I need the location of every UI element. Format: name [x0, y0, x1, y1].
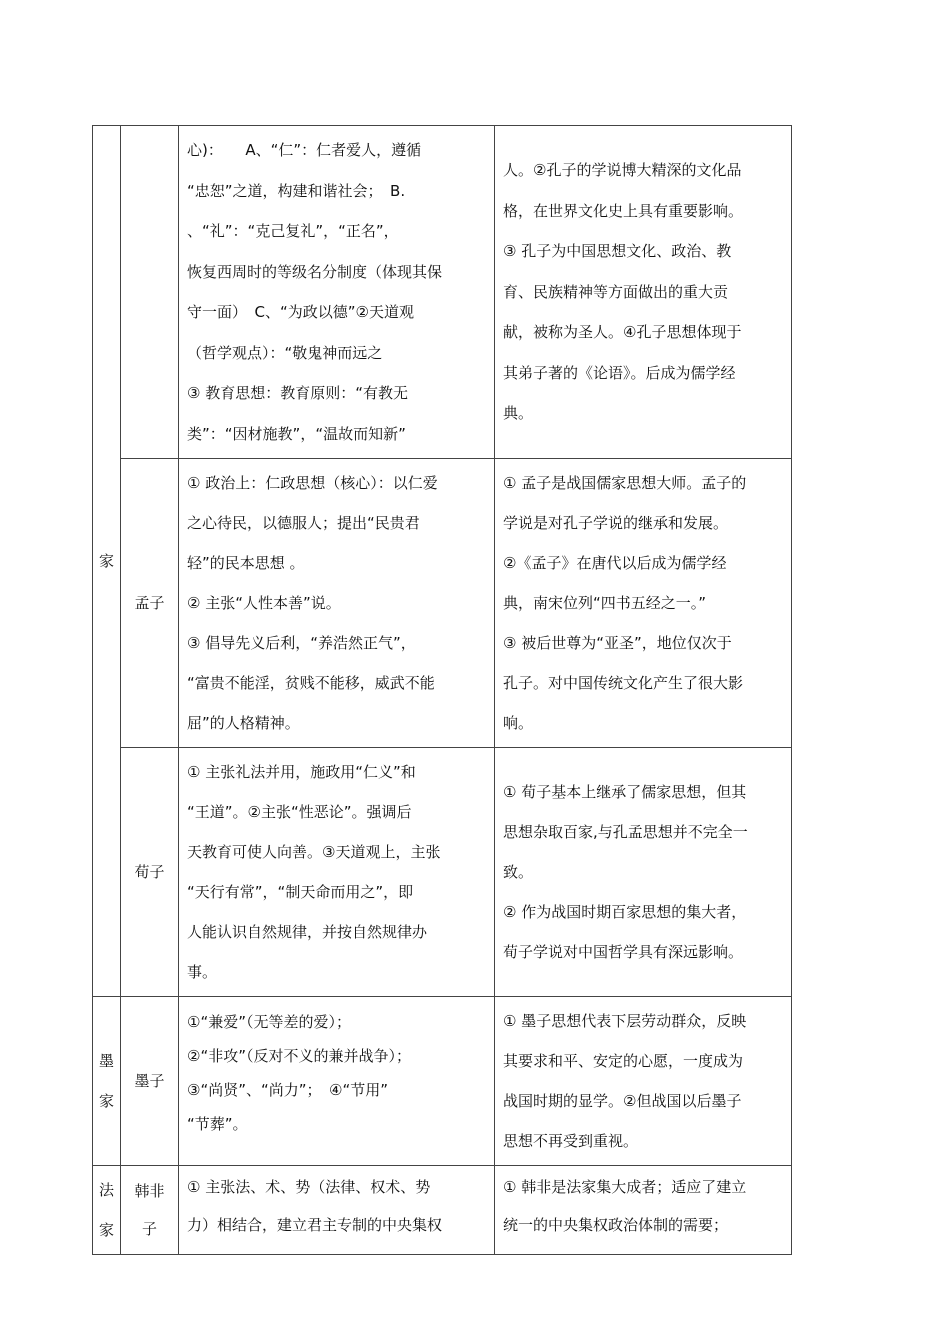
table-row-xunzi — [93, 748, 792, 997]
text-line: ② 作为战国时期百家思想的集大者， — [503, 903, 747, 921]
school-label-char: 家 — [98, 1221, 114, 1239]
text-line: ③ 孔子为中国思想文化、政治、教 — [503, 242, 732, 261]
text-line: 人。②孔子的学说博大精深的文化品 — [503, 161, 742, 180]
impact-cell-xunzi — [495, 748, 792, 997]
text-line: ② 主张“人性本善”说。 — [187, 594, 341, 612]
table-row-confucius — [93, 126, 792, 459]
school-label-confucian: 家 — [98, 552, 114, 570]
school-cell-mohist — [93, 997, 121, 1166]
thought-cell-mencius — [179, 459, 495, 748]
text-line: “富贵不能淫，贫贱不能移，威武不能 — [187, 674, 435, 692]
school-cell-legalist — [93, 1166, 121, 1255]
text-line: ① 主张礼法并用，施政用“仁义”和 — [187, 763, 416, 781]
person-name-line: 韩非 — [134, 1182, 165, 1200]
text-line: 孔子。对中国传统文化产生了很大影 — [503, 674, 744, 692]
text-line: 战国时期的显学。②但战国以后墨子 — [503, 1092, 742, 1110]
thought-cell-hanfeizi — [179, 1166, 495, 1255]
text-line: “王道”。②主张“性恶论”。强调后 — [187, 803, 412, 821]
table-row-mencius — [93, 459, 792, 748]
text-line: 类”：“因材施教”，“温故而知新” — [187, 424, 406, 443]
text-line: ① 荀子基本上继承了儒家思想，但其 — [503, 783, 747, 801]
text-line: 响。 — [503, 714, 534, 732]
school-label-char: 家 — [98, 1092, 114, 1110]
school-label-char: 墨 — [98, 1052, 114, 1070]
text-line: 、“礼”：“克己复礼”，“正名”， — [187, 222, 399, 240]
person-cell-mencius — [121, 459, 179, 748]
text-line: 天教育可使人向善。③天道观上，主张 — [187, 843, 441, 861]
school-cell-confucian — [93, 126, 121, 997]
text-line: ②“非攻”（反对不义的兼并战争）； — [187, 1047, 411, 1065]
text-line: ③ 教育思想：教育原则：“有教无 — [187, 384, 408, 402]
text-line: 事。 — [187, 963, 218, 981]
text-line: 其要求和平、安定的心愿，一度成为 — [503, 1052, 744, 1070]
text-line: 其弟子著的《论语》。后成为儒学经 — [503, 363, 736, 382]
person-name-line: 子 — [141, 1220, 157, 1238]
person-name: 孟子 — [134, 594, 165, 612]
text-line: （哲学观点）：“敬鬼神而远之 — [187, 343, 383, 362]
school-label-char: 法 — [98, 1181, 114, 1199]
text-line: 格，在世界文化史上具有重要影响。 — [503, 201, 744, 220]
person-cell-mozi — [121, 997, 179, 1166]
school-label-legalist — [98, 1170, 116, 1250]
text-line: 典。 — [503, 404, 534, 423]
hundred-schools-table — [92, 125, 792, 1255]
text-line: ① 政治上：仁政思想（核心）：以仁爱 — [187, 474, 438, 492]
impact-cell-hanfeizi — [495, 1166, 792, 1255]
text-line: 荀子学说对中国哲学具有深远影响。 — [503, 943, 744, 961]
text-line: 守一面） C、“为政以德”②天道观 — [187, 303, 414, 321]
impact-cell-mozi — [495, 997, 792, 1166]
table-row-mozi — [93, 997, 792, 1166]
impact-cell-mencius — [495, 459, 792, 748]
text-line: 典，南宋位列“四书五经之一。” — [503, 594, 707, 612]
text-line: “节葬”。 — [187, 1115, 248, 1133]
text-line: ②《孟子》在唐代以后成为儒学经 — [503, 554, 727, 572]
thought-cell-confucius — [179, 126, 495, 459]
text-line: 育、民族精神等方面做出的重大贡 — [503, 282, 729, 301]
text-line: 恢复西周时的等级名分制度（体现其保 — [187, 262, 443, 281]
text-line: 之心待民，以德服人；提出“民贵君 — [187, 514, 420, 532]
text-line: ① 孟子是战国儒家思想大师。孟子的 — [503, 474, 747, 492]
thought-cell-xunzi — [179, 748, 495, 997]
text-line: 献，被称为圣人。④孔子思想体现于 — [503, 323, 742, 342]
text-line: “忠恕”之道，构建和谐社会； B. — [187, 181, 406, 200]
impact-cell-confucius — [495, 126, 792, 459]
person-cell-confucius — [121, 126, 179, 459]
text-line: ① 墨子思想代表下层劳动群众，反映 — [503, 1012, 747, 1030]
text-line: 学说是对孔子学说的继承和发展。 — [503, 514, 729, 532]
person-cell-xunzi — [121, 748, 179, 997]
table-row-hanfeizi — [93, 1166, 792, 1255]
text-line: 心)： A、“仁”：仁者爱人，遵循 — [187, 141, 422, 159]
person-cell-hanfeizi — [121, 1166, 179, 1255]
text-line: ①“兼爱”（无等差的爱）； — [187, 1013, 351, 1031]
text-line: 统一的中央集权政治体制的需要； — [503, 1216, 729, 1234]
text-line: 人能认识自然规律，并按自然规律办 — [187, 923, 428, 941]
text-line: 致。 — [503, 863, 534, 881]
thought-cell-mozi — [179, 997, 495, 1166]
school-label-mohist — [98, 1041, 116, 1121]
text-line: 屈”的人格精神。 — [187, 714, 300, 732]
person-name: 荀子 — [134, 863, 165, 881]
text-line: ① 主张法、术、势（法律、权术、势 — [187, 1178, 431, 1196]
text-line: ① 韩非是法家集大成者；适应了建立 — [503, 1178, 747, 1196]
text-line: 思想不再受到重视。 — [503, 1132, 639, 1150]
text-line: ③ 倡导先义后利，“养浩然正气”， — [187, 634, 416, 652]
text-line: “天行有常”，“制天命而用之”，即 — [187, 883, 414, 901]
text-line: 思想杂取百家,与孔孟思想并不完全一 — [503, 823, 748, 841]
text-line: 轻”的民本思想 。 — [187, 554, 305, 572]
text-line: 力）相结合，建立君主专制的中央集权 — [187, 1216, 443, 1234]
text-line: ③ 被后世尊为“亚圣”，地位仅次于 — [503, 634, 732, 652]
person-name: 墨子 — [134, 1072, 165, 1090]
text-line: ③“尚贤”、“尚力”； ④“节用” — [187, 1081, 389, 1099]
